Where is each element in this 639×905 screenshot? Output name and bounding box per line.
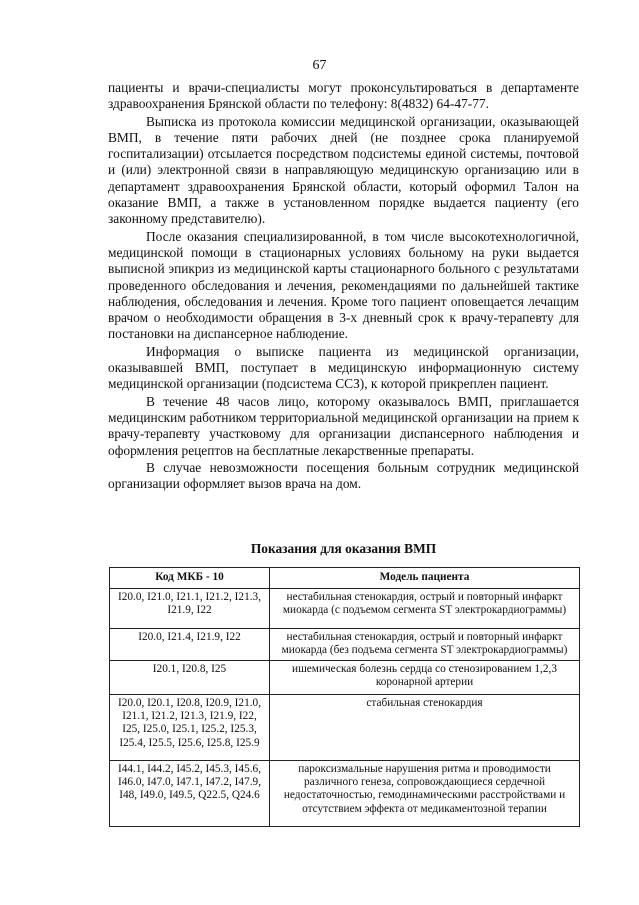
icd-code-cell: I20.1, I20.8, I25 <box>110 661 270 695</box>
page-number: 67 <box>312 58 327 73</box>
table-row <box>110 661 580 695</box>
header-icd-code: Код МКБ - 10 <box>110 568 270 589</box>
icd-code-cell: I20.0, I21.0, I21.1, I21.2, I21.3, I21.9, I22 <box>110 589 270 629</box>
table-row <box>110 629 580 661</box>
paragraph-2: Выписка из протокола комиссии медицинской организации, оказывающей ВМП, в течение пяти рабочих дней (не позднее срока планируемой госпитализации) отсылается посредством подсистемы единой системы, почтовой и (или) электронной связи в направляющую медицинскую организацию или в департамент здравоохранения Брянской области, который оформил Талон на оказание ВМП, а также в установленном порядке выдается пациенту (его законному представителю). <box>108 113 579 227</box>
patient-model-cell: стабильная стенокардия <box>270 695 580 761</box>
paragraph-6: В случае невозможности посещения больным сотрудник медицинской организации оформляет вызов врача на дом. <box>108 459 579 492</box>
paragraph-3: После оказания специализированной, в том числе высокотехнологичной, медицинской помощи в стационарных условиях больному на руки выдается выписной эпикриз из медицинской карты стационарного больного с результатами проведенного обследования и лечения, рекомендациями по дальнейшей тактике наблюдения, обследования и лечения. Кроме того пациент оповещается лечащим врачом о необходимости обращения в 3-х дневный срок к врачу-терапевту для постановки на диспансерное наблюдение. <box>108 228 579 342</box>
patient-model-cell: нестабильная стенокардия, острый и повторный инфаркт миокарда (без подъема сегмента ST электрокардиограммы) <box>270 629 580 661</box>
table-row <box>110 761 580 827</box>
paragraph-4: Информация о выписке пациента из медицинской организации, оказывавшей ВМП, поступает в медицинскую информационную систему медицинской организации (подсистема ССЗ), к которой прикреплен пациент. <box>108 343 579 392</box>
patient-model-cell: ишемическая болезнь сердца со стенозированием 1,2,3 коронарной артерии <box>270 661 580 695</box>
indications-table <box>109 567 580 827</box>
table-row <box>110 695 580 761</box>
icd-code-cell: I20.0, I20.1, I20.8, I20.9, I21.0, I21.1, I21.2, I21.3, I21.9, I22, I25, I25.0, I25.1, I25.2, I25.3, I25.4, I25.5, I25.6, I25.8, I25.9 <box>110 695 270 761</box>
patient-model-cell: пароксизмальные нарушения ритма и проводимости различного генеза, сопровождающиеся сердечной недостаточностью, гемодинамическими расстройствами и отсутствием эффекта от медикаментозной терапии <box>270 761 580 827</box>
table-row <box>110 589 580 629</box>
patient-model-cell: нестабильная стенокардия, острый и повторный инфаркт миокарда (с подъемом сегмента ST электрокардиограммы) <box>270 589 580 629</box>
header-patient-model: Модель пациента <box>270 568 580 589</box>
paragraph-5: В течение 48 часов лицо, которому оказывалось ВМП, приглашается медицинским работником территориальной медицинской организации на прием к врачу-терапевту участковому для организации диспансерного наблюдения и оформления рецептов на бесплатные лекарственные препараты. <box>108 393 579 458</box>
paragraph-1: пациенты и врачи-специалисты могут проконсультироваться в департаменте здравоохранения Брянской области по телефону: 8(4832) 64-47-77. <box>108 80 579 112</box>
table-header-row <box>110 568 580 589</box>
icd-code-cell: I44.1, I44.2, I45.2, I45.3, I45.6, I46.0, I47.0, I47.1, I47.2, I47.9, I48, I49.0, I49.5, Q22.5, Q24.6 <box>110 761 270 827</box>
icd-code-cell: I20.0, I21.4, I21.9, I22 <box>110 629 270 661</box>
table-title: Показания для оказания ВМП <box>250 541 437 556</box>
body-text <box>108 80 579 493</box>
